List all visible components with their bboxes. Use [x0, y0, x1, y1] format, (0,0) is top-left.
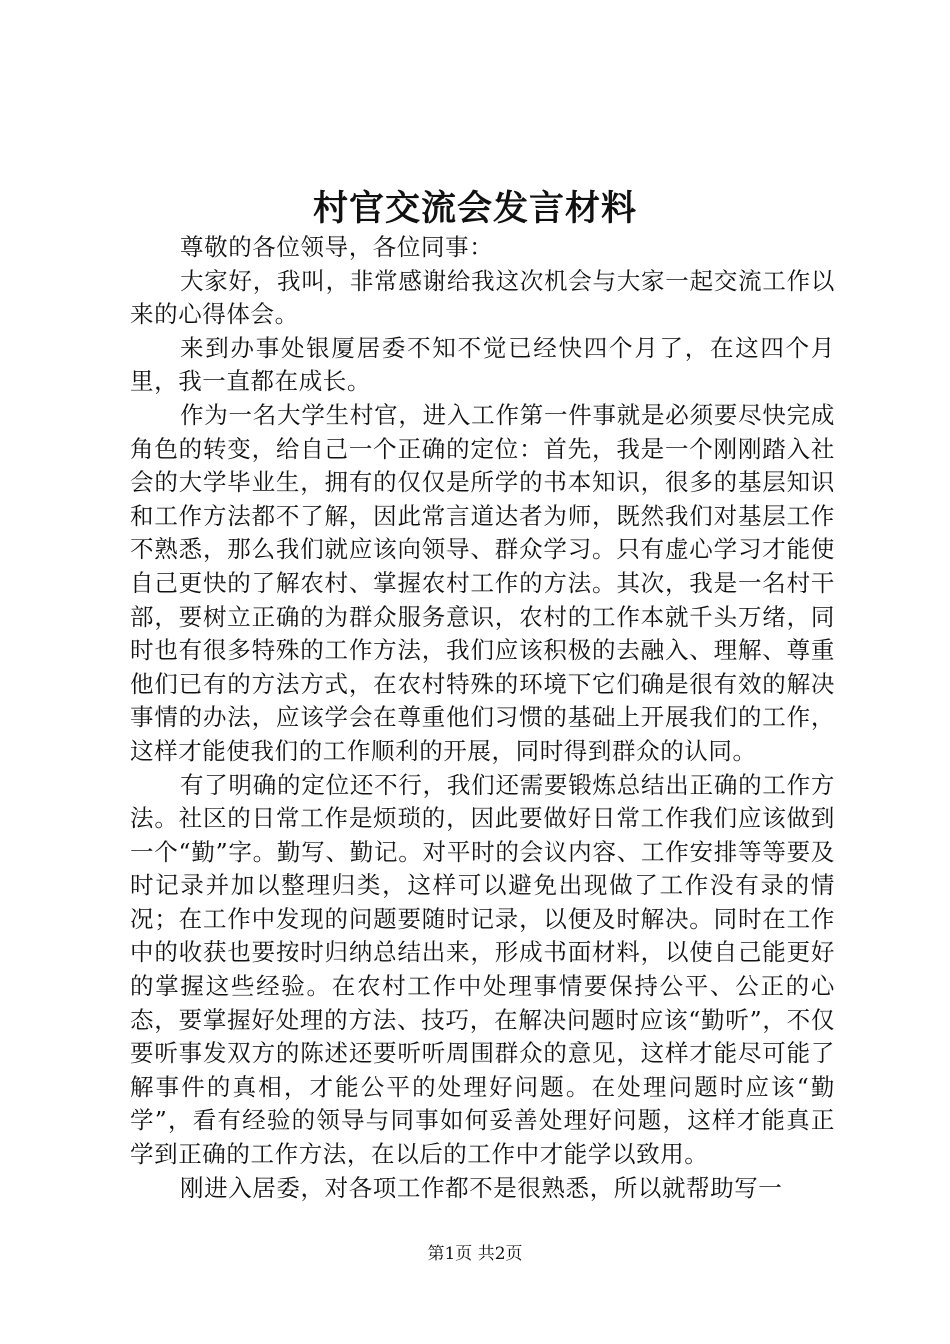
paragraph-role-positioning: 作为一名大学生村官，进入工作第一件事就是必须要尽快完成角色的转变，给自己一个正确的定位：首先，我是一个刚刚踏入社会的大学毕业生，拥有的仅仅是所学的书本知识，很多的基层知识和工作方法都不了解，因此常言道达者为师，既然我们对基层工作不熟悉，那么我们就应该向领导、群众学习。只有虚心学习才能使自己更快的了解农村、掌握农村工作的方法。其次，我是一名村干部，要树立正确的为群众服务意识，农村的工作本就千头万绪，同时也有很多特殊的工作方法，我们应该积极的去融入、理解、尊重他们已有的方法方式，在农村特殊的环境下它们确是很有效的解决事情的办法，应该学会在尊重他们习惯的基础上开展我们的工作，这样才能使我们的工作顺利的开展，同时得到群众的认同。 [130, 400, 835, 765]
paragraph-intro: 来到办事处银厦居委不知不觉已经快四个月了，在这四个月里，我一直都在成长。 [130, 333, 835, 396]
paragraph-work-methods: 有了明确的定位还不行，我们还需要锻炼总结出正确的工作方法。社区的日常工作是烦琐的，因此要做好日常工作我们应该做到一个“勤”字。勤写、勤记。对平时的会议内容、工作安排等等要及时记录并加以整理归类，这样可以避免出现做了工作没有录的情况；在工作中发现的问题要随时记录，以便及时解决。同时在工作中的收获也要按时归纳总结出来，形成书面材料，以使自己能更好的掌握这些经验。在农村工作中处理事情要保持公平、公正的心态，要掌握好处理的方法、技巧，在解决问题时应该“勤听”，不仅要听事发双方的陈述还要听听周围群众的意见，这样才能尽可能了解事件的真相，才能公平的处理好问题。在处理问题时应该“勤学”，看有经验的领导与同事如何妥善处理好问题，这样才能真正学到正确的工作方法，在以后的工作中才能学以致用。 [130, 770, 835, 1169]
document-title: 村官交流会发言材料 [312, 188, 637, 229]
paragraph-salutation: 尊敬的各位领导，各位同事： [180, 233, 494, 261]
document-body [130, 231, 835, 1205]
paragraph-greeting: 大家好，我叫，非常感谢给我这次机会与大家一起交流工作以来的心得体会。 [130, 266, 835, 329]
paragraph-continued: 刚进入居委，对各项工作都不是很熟悉，所以就帮助写一 [180, 1173, 783, 1202]
page-number-footer: 第1页 共2页 [427, 1244, 523, 1264]
